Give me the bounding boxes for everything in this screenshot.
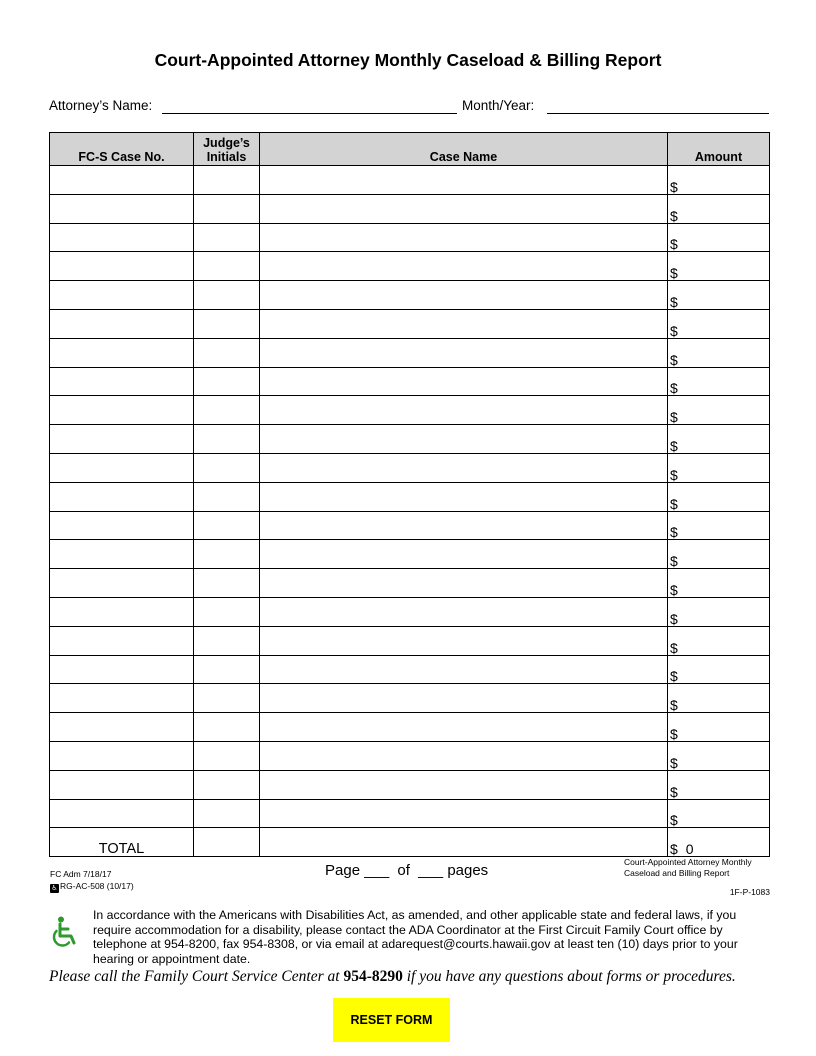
table-row bbox=[50, 511, 770, 540]
judge-initials-cell[interactable] bbox=[194, 626, 260, 655]
case-no-cell[interactable] bbox=[50, 482, 194, 511]
table-row bbox=[50, 425, 770, 454]
total-judge-cell bbox=[194, 828, 260, 857]
amount-cell[interactable] bbox=[668, 453, 770, 482]
case-no-cell[interactable] bbox=[50, 425, 194, 454]
table-row bbox=[50, 799, 770, 828]
amount-cell[interactable] bbox=[668, 252, 770, 281]
dollar-sign: $ bbox=[670, 639, 678, 656]
case-name-cell[interactable] bbox=[260, 425, 668, 454]
header-case-name: Case Name bbox=[260, 133, 668, 166]
judge-initials-cell[interactable] bbox=[194, 741, 260, 770]
table-row bbox=[50, 166, 770, 195]
form-title: Court-Appointed Attorney Monthly Caseload & Billing Report bbox=[154, 50, 662, 70]
dollar-sign: $ bbox=[670, 293, 678, 310]
judge-initials-cell[interactable] bbox=[194, 309, 260, 338]
case-name-cell[interactable] bbox=[260, 194, 668, 223]
judge-initials-cell[interactable] bbox=[194, 223, 260, 252]
document-id-block bbox=[624, 857, 770, 898]
case-no-cell[interactable] bbox=[50, 166, 194, 195]
dollar-sign: $ bbox=[670, 178, 678, 195]
caseload-table bbox=[49, 132, 770, 857]
amount-cell[interactable] bbox=[668, 569, 770, 598]
dollar-sign: $ bbox=[670, 437, 678, 454]
amount-cell[interactable] bbox=[668, 540, 770, 569]
judge-initials-cell[interactable] bbox=[194, 194, 260, 223]
amount-cell[interactable] bbox=[668, 482, 770, 511]
table-row bbox=[50, 453, 770, 482]
judge-initials-cell[interactable] bbox=[194, 684, 260, 713]
table-row bbox=[50, 713, 770, 742]
total-row bbox=[50, 828, 770, 857]
dollar-sign: $ bbox=[670, 322, 678, 339]
header-judge-initials bbox=[194, 133, 260, 166]
case-name-cell[interactable] bbox=[260, 713, 668, 742]
case-no-cell[interactable] bbox=[50, 453, 194, 482]
case-name-cell[interactable] bbox=[260, 540, 668, 569]
case-name-cell[interactable] bbox=[260, 799, 668, 828]
table-row bbox=[50, 597, 770, 626]
case-no-cell[interactable] bbox=[50, 799, 194, 828]
amount-cell[interactable] bbox=[668, 597, 770, 626]
judge-initials-cell[interactable] bbox=[194, 597, 260, 626]
amount-cell[interactable] bbox=[668, 338, 770, 367]
total-label: TOTAL bbox=[50, 828, 194, 857]
amount-cell[interactable] bbox=[668, 626, 770, 655]
case-name-cell[interactable] bbox=[260, 741, 668, 770]
dollar-sign: $ bbox=[670, 668, 678, 685]
dollar-sign: $ bbox=[670, 351, 678, 368]
pages-word: pages bbox=[447, 862, 489, 879]
dollar-sign: $ bbox=[670, 553, 678, 570]
case-name-cell[interactable] bbox=[260, 684, 668, 713]
table-row bbox=[50, 626, 770, 655]
dollar-sign: $ bbox=[670, 495, 678, 512]
case-no-cell[interactable] bbox=[50, 194, 194, 223]
amount-cell[interactable] bbox=[668, 223, 770, 252]
of-word: of bbox=[397, 862, 410, 879]
table-row bbox=[50, 281, 770, 310]
table-row bbox=[50, 741, 770, 770]
judge-initials-cell[interactable] bbox=[194, 799, 260, 828]
judge-initials-cell[interactable] bbox=[194, 770, 260, 799]
dollar-sign: $ bbox=[670, 409, 678, 426]
ada-notice: In accordance with the Americans with Disabilities Act, as amended, and other applicable state and federal laws, if you require accommodation for a disability, please contact the ADA Coordinator at the First Circuit Family Court office by telephone at 954-8200, fax 954-8308, or via email at adarequest@courts.hawaii.gov at least ten (10) days prior to your hearing or appointment date. bbox=[93, 908, 738, 966]
case-no-cell[interactable] bbox=[50, 396, 194, 425]
judge-initials-cell[interactable] bbox=[194, 482, 260, 511]
header-case-no: FC-S Case No. bbox=[50, 133, 194, 166]
amount-cell[interactable] bbox=[668, 281, 770, 310]
case-name-cell[interactable] bbox=[260, 252, 668, 281]
amount-cell[interactable] bbox=[668, 655, 770, 684]
case-no-cell[interactable] bbox=[50, 626, 194, 655]
total-case-name-cell bbox=[260, 828, 668, 857]
dollar-sign: $ bbox=[670, 754, 678, 771]
case-no-cell[interactable] bbox=[50, 655, 194, 684]
case-name-cell[interactable] bbox=[260, 166, 668, 195]
amount-cell[interactable] bbox=[668, 511, 770, 540]
dollar-sign: $ bbox=[670, 524, 678, 541]
header-judge-line2: Initials bbox=[206, 150, 247, 164]
table-row bbox=[50, 367, 770, 396]
service-center-phone: 954-8290 bbox=[343, 968, 403, 985]
form-id: FC Adm 7/18/17 bbox=[50, 869, 112, 879]
case-no-cell[interactable] bbox=[50, 770, 194, 799]
dollar-sign: $ bbox=[670, 380, 678, 397]
table-row bbox=[50, 684, 770, 713]
case-name-cell[interactable] bbox=[260, 453, 668, 482]
dollar-sign: $ bbox=[670, 783, 678, 800]
attorney-name-label: Attorney’s Name: bbox=[49, 98, 153, 113]
service-center-notice bbox=[49, 968, 789, 986]
doc-code: 1F-P-1083 bbox=[729, 887, 770, 897]
table-row bbox=[50, 770, 770, 799]
table-row bbox=[50, 540, 770, 569]
judge-initials-cell[interactable] bbox=[194, 166, 260, 195]
table-row bbox=[50, 655, 770, 684]
header-amount: Amount bbox=[668, 133, 770, 166]
judge-initials-cell[interactable] bbox=[194, 453, 260, 482]
judge-initials-cell[interactable] bbox=[194, 713, 260, 742]
page-total-blank[interactable]: ___ bbox=[418, 862, 444, 879]
case-name-cell[interactable] bbox=[260, 367, 668, 396]
case-no-cell[interactable] bbox=[50, 281, 194, 310]
doc-name-line1: Court-Appointed Attorney Monthly bbox=[624, 857, 752, 867]
judge-initials-cell[interactable] bbox=[194, 655, 260, 684]
case-no-cell[interactable] bbox=[50, 252, 194, 281]
case-no-cell[interactable] bbox=[50, 569, 194, 598]
amount-cell[interactable] bbox=[668, 770, 770, 799]
month-year-label: Month/Year: bbox=[462, 98, 535, 113]
case-name-cell[interactable] bbox=[260, 309, 668, 338]
case-no-cell[interactable] bbox=[50, 367, 194, 396]
wheelchair-icon bbox=[50, 915, 84, 949]
call-text-after: if you have any questions about forms or procedures. bbox=[402, 968, 736, 985]
dollar-sign: $ bbox=[670, 466, 678, 483]
month-year-field[interactable] bbox=[547, 97, 769, 114]
amount-cell[interactable] bbox=[668, 309, 770, 338]
total-amount-value: 0 bbox=[685, 841, 694, 858]
judge-initials-cell[interactable] bbox=[194, 367, 260, 396]
rg-code-line bbox=[50, 880, 134, 893]
case-no-cell[interactable] bbox=[50, 540, 194, 569]
case-name-cell[interactable] bbox=[260, 626, 668, 655]
table-row bbox=[50, 223, 770, 252]
header-judge-line1: Judge’s bbox=[203, 136, 250, 150]
amount-cell[interactable] bbox=[668, 194, 770, 223]
amount-cell[interactable] bbox=[668, 425, 770, 454]
dollar-sign: $ bbox=[670, 812, 678, 829]
table-header-row bbox=[50, 133, 770, 166]
judge-initials-cell[interactable] bbox=[194, 338, 260, 367]
dollar-sign: $ bbox=[670, 581, 678, 598]
judge-initials-cell[interactable] bbox=[194, 252, 260, 281]
header-fields bbox=[49, 97, 769, 117]
case-no-cell[interactable] bbox=[50, 309, 194, 338]
table-row bbox=[50, 309, 770, 338]
case-no-cell[interactable] bbox=[50, 511, 194, 540]
table-row bbox=[50, 252, 770, 281]
amount-cell[interactable] bbox=[668, 166, 770, 195]
judge-initials-cell[interactable] bbox=[194, 569, 260, 598]
case-no-cell[interactable] bbox=[50, 597, 194, 626]
amount-cell[interactable] bbox=[668, 741, 770, 770]
attorney-name-field[interactable] bbox=[162, 97, 457, 114]
case-no-cell[interactable] bbox=[50, 741, 194, 770]
case-name-cell[interactable] bbox=[260, 281, 668, 310]
rg-code: RG-AC-508 (10/17) bbox=[60, 881, 134, 891]
case-name-cell[interactable] bbox=[260, 511, 668, 540]
table-row bbox=[50, 338, 770, 367]
case-name-cell[interactable] bbox=[260, 770, 668, 799]
case-name-cell[interactable] bbox=[260, 223, 668, 252]
form-codes bbox=[50, 868, 134, 893]
amount-cell[interactable] bbox=[668, 396, 770, 425]
case-no-cell[interactable] bbox=[50, 713, 194, 742]
case-name-cell[interactable] bbox=[260, 597, 668, 626]
case-no-cell[interactable] bbox=[50, 223, 194, 252]
call-text-before: Please call the Family Court Service Center at bbox=[49, 968, 344, 985]
dollar-sign: $ bbox=[670, 725, 678, 742]
case-name-cell[interactable] bbox=[260, 396, 668, 425]
case-name-cell[interactable] bbox=[260, 482, 668, 511]
case-name-cell[interactable] bbox=[260, 338, 668, 367]
judge-initials-cell[interactable] bbox=[194, 425, 260, 454]
case-name-cell[interactable] bbox=[260, 655, 668, 684]
amount-cell[interactable] bbox=[668, 684, 770, 713]
page-word: Page bbox=[325, 862, 361, 879]
case-no-cell[interactable] bbox=[50, 338, 194, 367]
dollar-sign: $ bbox=[670, 610, 678, 627]
reset-form-button[interactable]: RESET FORM bbox=[333, 998, 450, 1042]
judge-initials-cell[interactable] bbox=[194, 540, 260, 569]
judge-initials-cell[interactable] bbox=[194, 281, 260, 310]
page-number-blank[interactable]: ___ bbox=[364, 862, 390, 879]
dollar-sign: $ bbox=[670, 265, 678, 282]
doc-name-line2: Caseload and Billing Report bbox=[624, 868, 730, 878]
table-row bbox=[50, 482, 770, 511]
amount-cell[interactable] bbox=[668, 367, 770, 396]
total-dollar-sign: $ bbox=[670, 841, 678, 858]
amount-cell[interactable] bbox=[668, 713, 770, 742]
table-row bbox=[50, 194, 770, 223]
table-row bbox=[50, 569, 770, 598]
dollar-sign: $ bbox=[670, 697, 678, 714]
judge-initials-cell[interactable] bbox=[194, 396, 260, 425]
total-amount-cell bbox=[668, 828, 770, 857]
judge-initials-cell[interactable] bbox=[194, 511, 260, 540]
accessibility-mini-icon: ♿ bbox=[51, 885, 58, 892]
page-count bbox=[325, 862, 488, 879]
amount-cell[interactable] bbox=[668, 799, 770, 828]
table-row bbox=[50, 396, 770, 425]
case-name-cell[interactable] bbox=[260, 569, 668, 598]
case-no-cell[interactable] bbox=[50, 684, 194, 713]
dollar-sign: $ bbox=[670, 207, 678, 224]
dollar-sign: $ bbox=[670, 236, 678, 253]
